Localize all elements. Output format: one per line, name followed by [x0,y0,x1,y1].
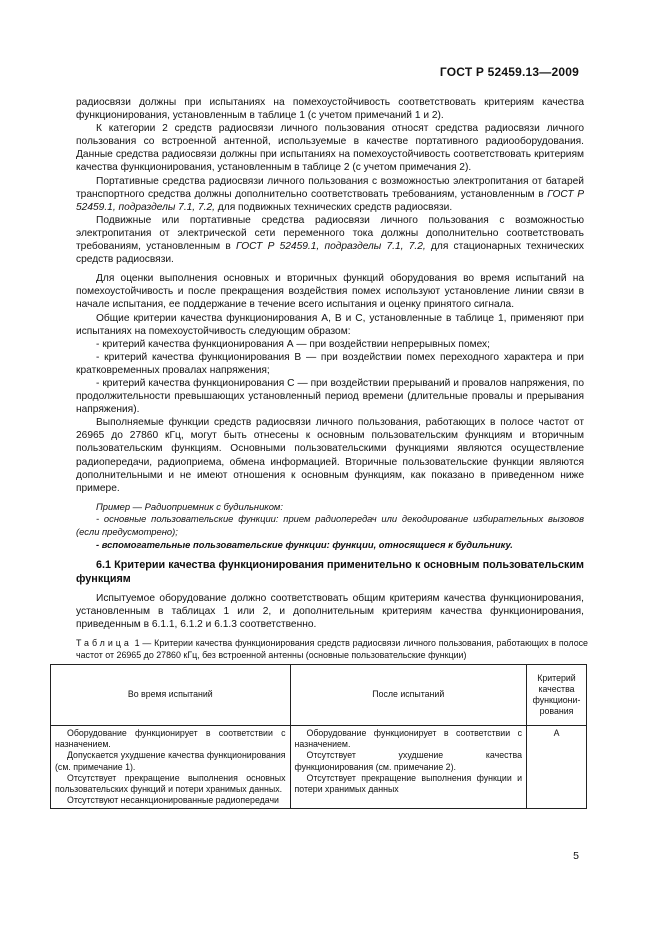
table-header-cell: Критерий качества функциони-рования [527,665,587,726]
paragraph: Испытуемое оборудование должно соответствовать общим критериям качества функционирования, установленным в таблицах 1 или 2, и дополнительным критериям качества функционирования, приведенным в 6.1.1, 6.1.2 и 6.1.3 соответственно. [76,593,584,631]
table-cell-criterion: А [527,726,587,809]
standard-reference: ГОСТ Р 52459.1, подразделы 7.1, 7.2, [236,241,426,253]
standard-reference: ГОСТ Р 52459.1, подразделы 7.1, 7.2, [76,188,584,213]
table-header-cell: Во время испытаний [51,665,291,726]
cell-line: Отсутствует ухудшение качества функционирования (см. примечание 2). [294,750,522,772]
cell-line: Оборудование функционирует в соответствии с назначением. [55,728,286,750]
paragraph: радиосвязи должны при испытаниях на помехоустойчивость соответствовать критериям качества функционирования, установленным в таблице 1 (с учетом примечаний 1 и 2). [76,97,584,122]
table-cell-after [290,726,526,809]
example-item: - основные пользовательские функции: прием радиопередач или декодирование избирательных вызовов (если предусмотрено); [76,513,584,537]
paragraph: Подвижные или портативные средства радиосвязи личного пользования с возможностью электропитания от электрической сети переменного тока должны дополнительно соответствовать требованиям, установленным в ГОСТ Р 52459.1, подразделы 7.1, 7.2, для стационарных технических средств радиосвязи. [76,214,584,266]
example-title: Пример — Радиоприемник с будильником: [96,500,283,512]
list-item: - критерий качества функционирования В — при воздействии помех переходного характера и при кратковременных провалах напряжения; [76,351,584,376]
document-header: ГОСТ Р 52459.13—2009 [439,65,579,79]
paragraph: Для оценки выполнения основных и вторичных функций оборудования во время испытаний на помехоустойчивость и после прекращения воздействия помех используют установление линии связи в начале испытания, ее поддержание в течение всего испытания и оценку принятого сигнала. [76,273,584,311]
table-caption [76,638,588,661]
paragraph: Портативные средства радиосвязи личного пользования с возможностью электропитания от батарей транспортного средства должны дополнительно соответствовать требованиям, установленным в ГОСТ Р 52459.1, подразделы 7.1, 7.2, для подвижных технических средств радиосвязи. [76,175,584,213]
page-number: 5 [573,850,579,862]
cell-line: Отсутствуют несанкционированные радиопередачи [67,795,279,806]
section-heading: 6.1 Критерии качества функционирования применительно к основным пользовательским функциям [76,559,584,585]
cell-line: Оборудование функционирует в соответствии с назначением. [294,728,522,750]
example-item: - вспомогательные пользовательские функции: функции, относящиеся к будильнику. [96,538,513,550]
list-item: - критерий качества функционирования С — при воздействии прерываний и провалов напряжения, по продолжительности превышающих установленный период времени (длительные провалы и прерывания напряжения). [76,377,584,416]
table-header-cell: После испытаний [290,665,526,726]
criteria-table [50,664,587,809]
paragraph: Выполняемые функции средств радиосвязи личного пользования, работающих в полосе частот от 26965 до 27860 кГц, могут быть отнесены к основным пользовательским функциям и вторичным пользовательским функциям. Основными пользовательскими функциями являются осуществление радиопередачи, радиоприема, обмена информацией. Вторичные пользовательские функции являются дополнительными и не имеют отношения к основным функциям, как показано в приведенном ниже примере. [76,417,584,494]
table-cell-during [51,726,291,809]
cell-line: Допускается ухудшение качества функционирования (см. примечание 1). [55,750,286,772]
table-caption-label: Таблица [76,638,132,648]
table-header-row [51,665,587,726]
cell-line: Отсутствует прекращение выполнения основных пользовательских функций и потери хранимых данных. [55,772,286,795]
list-item: - критерий качества функционирования А — при воздействии непрерывных помех; [96,338,490,350]
cell-line: Отсутствует прекращение выполнения функции и потери хранимых данных [294,772,522,795]
paragraph: К категории 2 средств радиосвязи личного пользования относят средства радиосвязи личного пользования со встроенной антенной, используемые в качестве портативного радиооборудования. Данные средства радиосвязи должны при испытаниях на помехоустойчивость соответствовать критериям качества функционирования, установленным в таблице 2 (с учетом примечания 2). [76,123,584,174]
paragraph: Общие критерии качества функционирования А, В и С, установленные в таблице 1, применяют при испытаниях на помехоустойчивость следующим образом: [76,312,584,337]
document-body [76,96,584,631]
table-row [51,726,587,809]
table-caption-text: 1 — Критерии качества функционирования средств радиосвязи личного пользования, работающих в полосе частот от 26965 до 27860 кГц, без встроенной антенны (основные пользовательские функции) [76,638,588,660]
